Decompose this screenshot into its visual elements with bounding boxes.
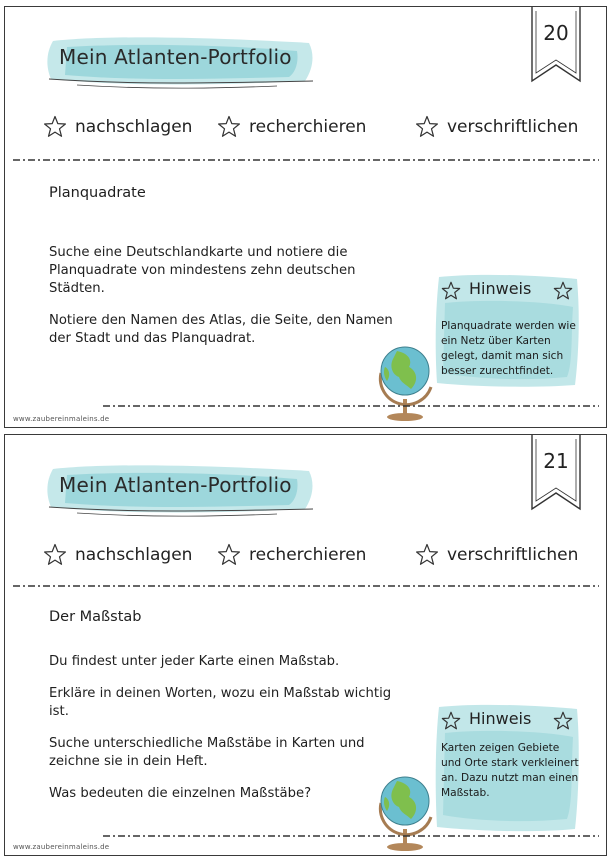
- star-outline-icon: [553, 281, 573, 301]
- activity-label: verschriftlichen: [447, 545, 579, 565]
- star-outline-icon: [441, 281, 461, 301]
- globe-icon: [373, 767, 439, 853]
- star-outline-icon: [415, 115, 439, 139]
- card-number: 21: [543, 449, 569, 473]
- task-paragraph: Du findest unter jeder Karte einen Maßstab.: [49, 654, 340, 669]
- hint-box: [435, 273, 580, 388]
- hint-text: Planquadrate werden wie ein Netz über Karten gelegt, damit man sich besser zurechtfindet.: [441, 320, 576, 377]
- activity-row: [5, 115, 607, 143]
- hint-header: [435, 709, 580, 733]
- task-text: [49, 653, 394, 817]
- hint-title: Hinweis: [469, 709, 532, 728]
- task-card-21: [4, 434, 607, 856]
- activity-verschriftlichen: [415, 115, 578, 139]
- hint-text: Karten zeigen Gebiete und Orte stark verkleinert an. Dazu nutzt man einen Maßstab.: [441, 742, 579, 799]
- task-card-20: [4, 6, 607, 428]
- task-text: [49, 244, 394, 362]
- activity-recherchieren: [217, 115, 366, 139]
- star-outline-icon: [43, 543, 67, 567]
- card-number: 20: [543, 21, 569, 45]
- footer-url: www.zaubereinmaleins.de: [13, 843, 110, 851]
- card-number-ribbon: [528, 435, 584, 511]
- star-outline-icon: [43, 115, 67, 139]
- task-paragraph: Erkläre in deinen Worten, wozu ein Maßstab wichtig ist.: [49, 686, 392, 719]
- task-paragraph: Notiere den Namen des Atlas, die Seite, den Namen der Stadt und das Planquadrat.: [49, 313, 393, 346]
- activity-label: verschriftlichen: [447, 117, 579, 137]
- divider-line: [13, 583, 599, 589]
- star-outline-icon: [553, 711, 573, 731]
- header-title: Mein Atlanten-Portfolio: [59, 45, 292, 69]
- activity-label: nachschlagen: [75, 117, 193, 137]
- activity-label: recherchieren: [249, 117, 367, 137]
- activity-label: recherchieren: [249, 545, 367, 565]
- activity-row: [5, 543, 607, 571]
- divider-line: [13, 157, 599, 163]
- header-banner: [47, 463, 317, 515]
- bottom-divider-line: [13, 833, 599, 839]
- activity-nachschlagen: [43, 543, 192, 567]
- header-banner: [47, 35, 317, 87]
- activity-label: nachschlagen: [75, 545, 193, 565]
- star-outline-icon: [415, 543, 439, 567]
- star-outline-icon: [217, 543, 241, 567]
- task-paragraph: Was bedeuten die einzelnen Maßstäbe?: [49, 786, 312, 801]
- globe-icon: [373, 337, 439, 423]
- header-title: Mein Atlanten-Portfolio: [59, 473, 292, 497]
- task-title: Der Maßstab: [49, 609, 142, 625]
- hint-box: [435, 703, 580, 833]
- bottom-divider-line: [13, 403, 599, 409]
- footer-url: www.zaubereinmaleins.de: [13, 415, 110, 423]
- star-outline-icon: [217, 115, 241, 139]
- star-outline-icon: [441, 711, 461, 731]
- task-paragraph: Suche unterschiedliche Maßstäbe in Karten und zeichne sie in dein Heft.: [49, 736, 365, 769]
- hint-title: Hinweis: [469, 279, 532, 298]
- activity-nachschlagen: [43, 115, 192, 139]
- hint-header: [435, 279, 580, 303]
- task-paragraph: Suche eine Deutschlandkarte und notiere die Planquadrate von mindestens zehn deutschen Städten.: [49, 245, 356, 296]
- task-title: Planquadrate: [49, 185, 146, 201]
- activity-verschriftlichen: [415, 543, 578, 567]
- card-number-ribbon: [528, 7, 584, 83]
- activity-recherchieren: [217, 543, 366, 567]
